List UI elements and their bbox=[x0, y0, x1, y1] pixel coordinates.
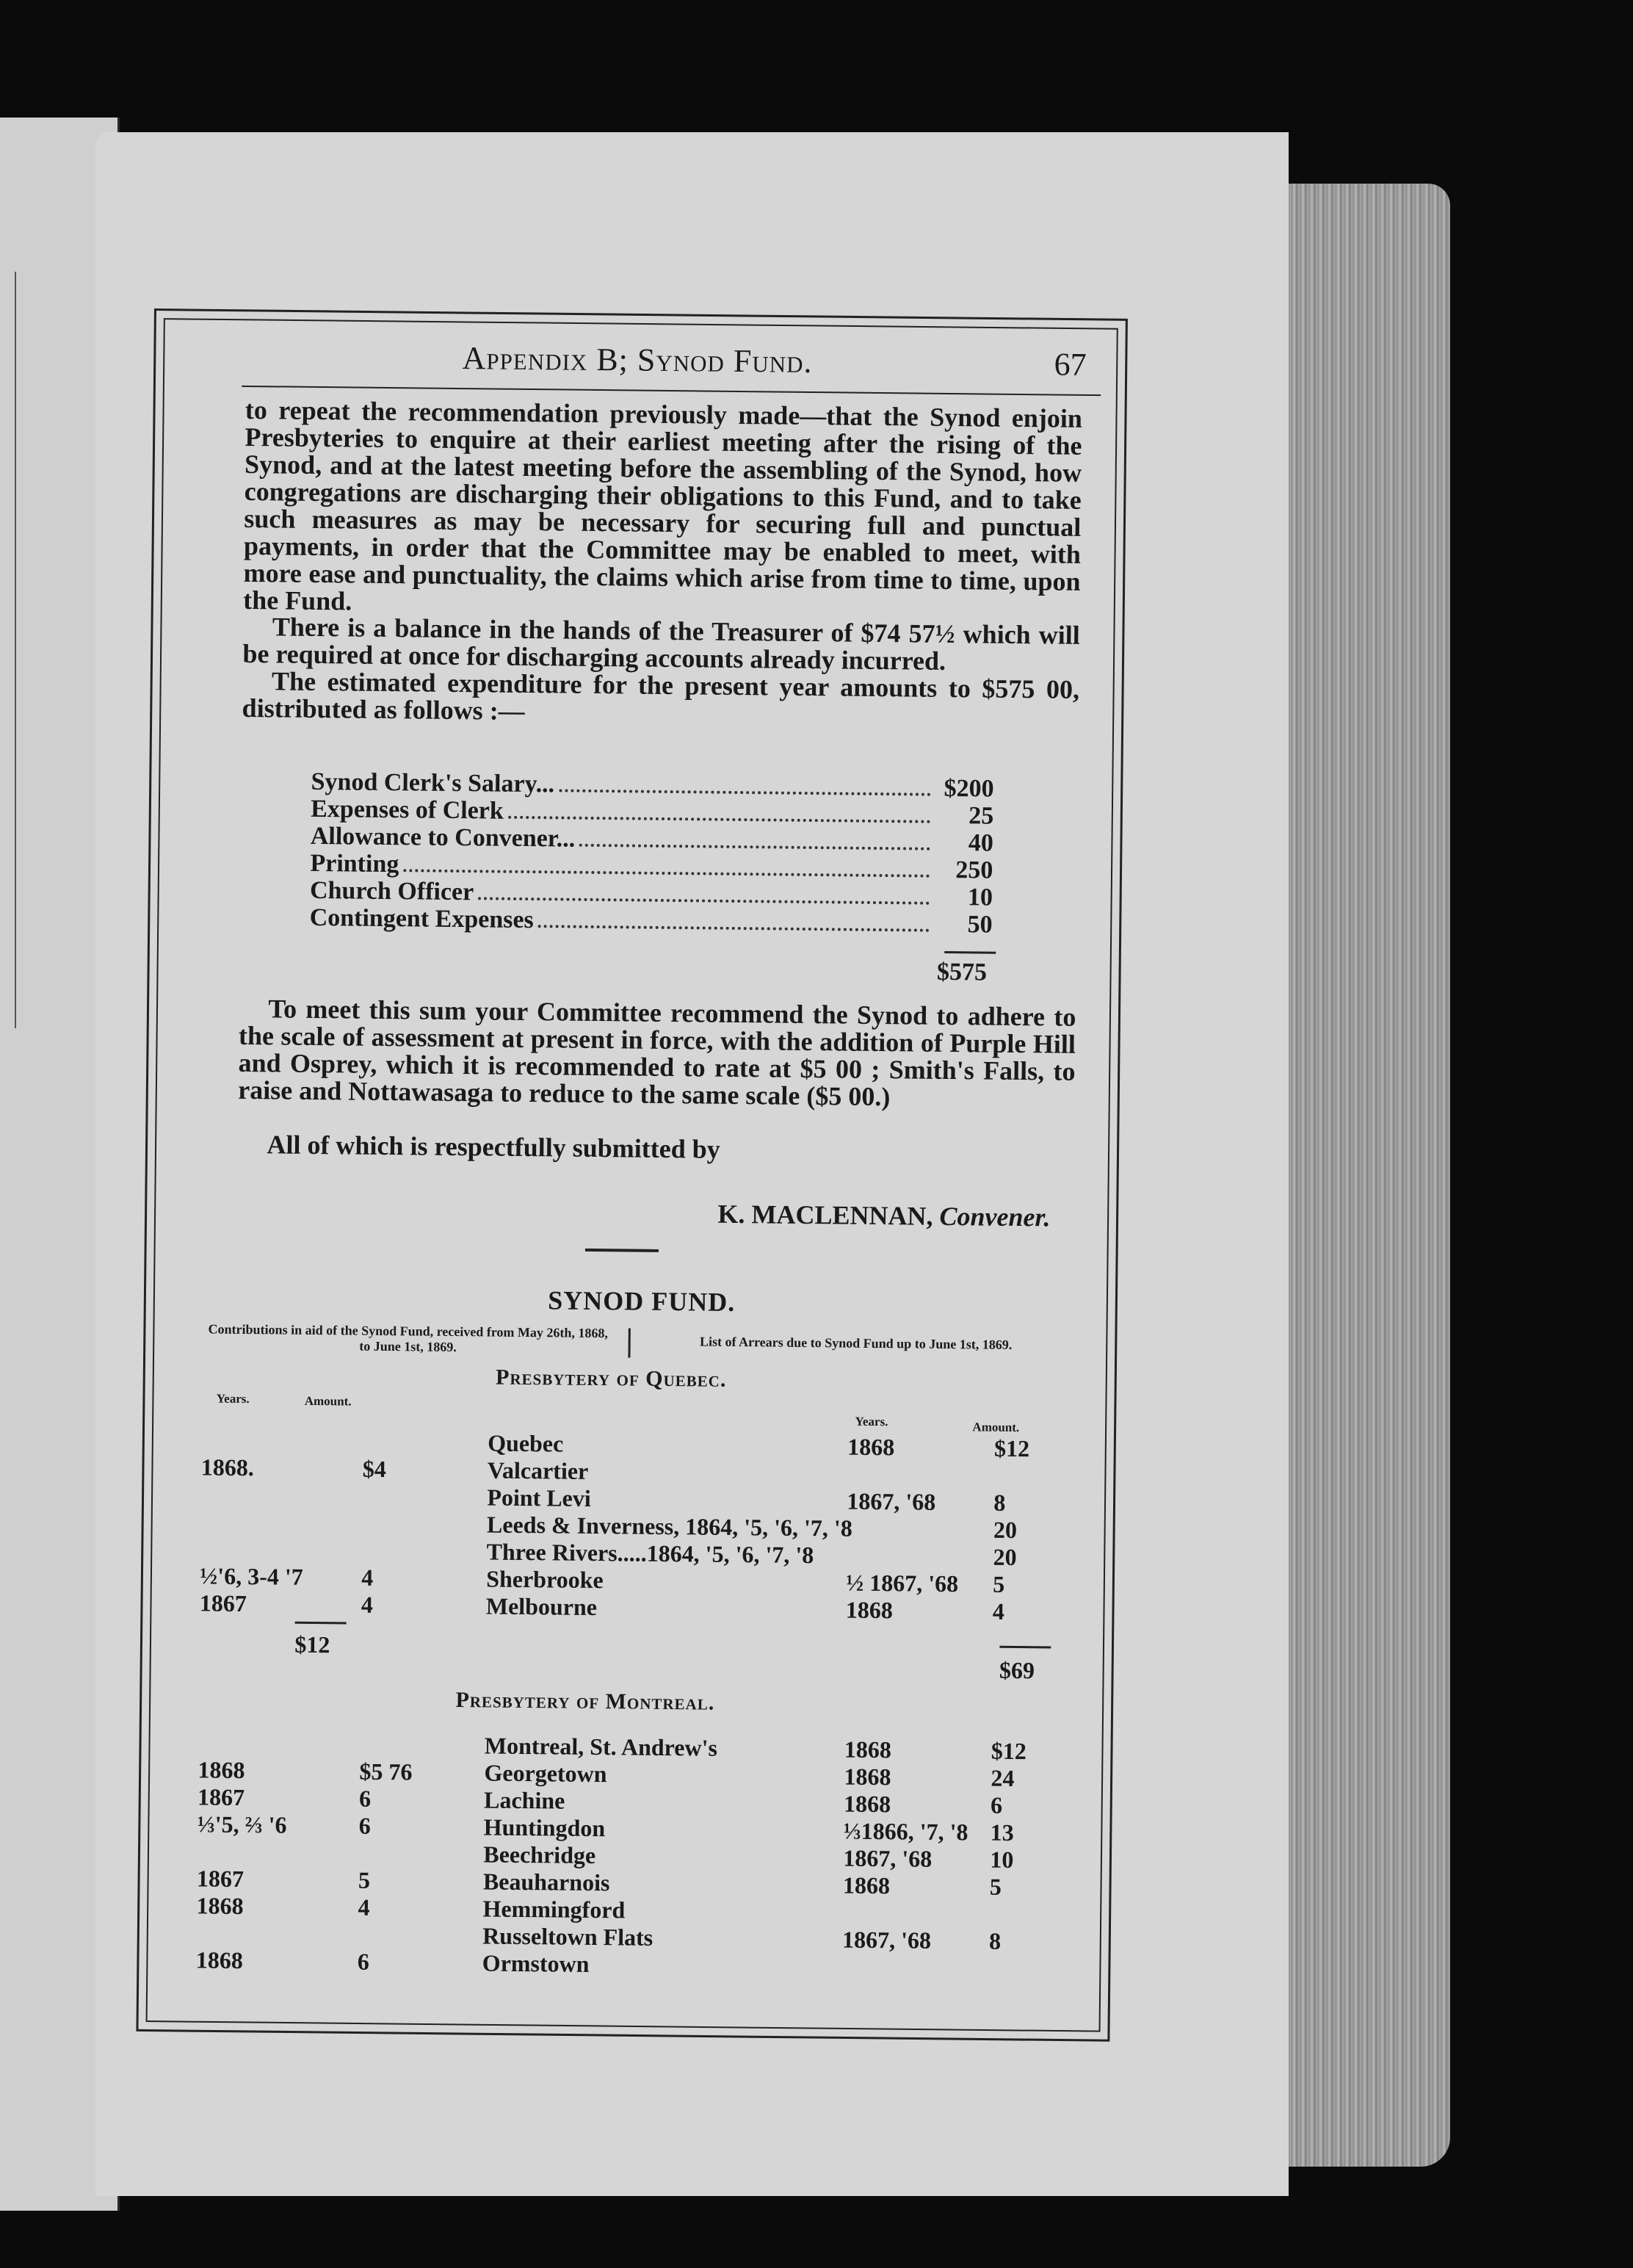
dot-leader bbox=[579, 844, 930, 850]
row-arrears-amount: 20 bbox=[993, 1516, 1018, 1544]
expenditure-amount: $200 bbox=[944, 774, 994, 803]
signature-role: Convener. bbox=[939, 1201, 1051, 1232]
row-arrears-years: 1868 bbox=[847, 1433, 895, 1461]
expenditure-amount: 250 bbox=[955, 856, 993, 884]
row-place: Valcartier bbox=[487, 1456, 589, 1484]
page-content bbox=[195, 334, 1094, 2032]
row-amount: 6 bbox=[358, 1785, 372, 1812]
row-arrears-years: 1868 bbox=[843, 1790, 891, 1818]
row-place: Russeltown Flats bbox=[482, 1922, 653, 1951]
expenditure-label: Allowance to Convener... bbox=[310, 822, 576, 853]
row-arrears-amount: 4 bbox=[992, 1597, 1005, 1625]
row-arrears-years: 1868 bbox=[842, 1871, 891, 1899]
row-place: Lachine bbox=[483, 1786, 565, 1814]
row-place: Georgetown bbox=[484, 1759, 607, 1788]
expenditure-label: Expenses of Clerk bbox=[311, 795, 504, 825]
row-amount: 4 bbox=[358, 1893, 370, 1921]
expenditure-list bbox=[309, 768, 993, 939]
row-arrears-amount: 8 bbox=[988, 1927, 1002, 1954]
dot-leader bbox=[403, 869, 930, 878]
synod-fund-heading: SYNOD FUND. bbox=[548, 1285, 736, 1317]
row-arrears-amount: 13 bbox=[990, 1819, 1014, 1846]
row-arrears-years: 1868 bbox=[844, 1763, 891, 1791]
row-amount: 5 bbox=[358, 1866, 371, 1893]
row-place: Leeds & Inverness, 1864, '5, '6, '7, '8 bbox=[486, 1511, 852, 1542]
row-year: 1867 bbox=[197, 1783, 245, 1811]
expenditure-label: Synod Clerk's Salary... bbox=[311, 768, 555, 798]
row-year: 1868 bbox=[196, 1892, 244, 1920]
row-arrears-years: ⅓1866, '7, '8 bbox=[843, 1817, 968, 1846]
row-year: 1867 bbox=[199, 1589, 247, 1617]
row-place: Ormstown bbox=[482, 1949, 590, 1977]
row-arrears-amount: 10 bbox=[990, 1846, 1014, 1874]
quebec-arrears-rule bbox=[999, 1646, 1051, 1649]
col-arrears-amount-label: Amount. bbox=[972, 1420, 1020, 1435]
paragraph-balance: There is a balance in the hands of the Treasurer of $74 57½ which will be required at once for discharging accounts already incurred. bbox=[242, 612, 1080, 676]
row-place: Montreal, St. Andrew's bbox=[484, 1732, 718, 1761]
row-arrears-amount: $12 bbox=[993, 1434, 1030, 1462]
row-arrears-amount: 6 bbox=[990, 1791, 1003, 1819]
left-page-border-line bbox=[0, 272, 16, 1028]
expenditure-amount: 25 bbox=[968, 802, 994, 830]
row-place: Three Rivers.....1864, '5, '6, '7, '8 bbox=[486, 1538, 814, 1569]
row-place: Sherbrooke bbox=[486, 1565, 604, 1594]
paragraph-submitted: All of which is respectfully submitted by bbox=[267, 1130, 720, 1164]
expenditure-total: $575 bbox=[936, 958, 988, 986]
dot-leader bbox=[478, 897, 930, 904]
caption-divider bbox=[628, 1328, 630, 1357]
paragraph-assessment: To meet this sum your Committee recommend the Synod to adhere to the scale of assessment at present in force, with the addition of Purple Hill and Osprey, which it is recommended to rate at $5 00 ; Smith's Falls, to raise and Nottawasaga to reduce to the same scale ($5 00.) bbox=[238, 994, 1076, 1112]
expenditure-amount: 40 bbox=[968, 829, 993, 857]
section-divider bbox=[585, 1249, 659, 1252]
row-arrears-years: 1868 bbox=[845, 1596, 894, 1624]
row-arrears-years: 1867, '68 bbox=[847, 1487, 936, 1515]
col-amount-label: Amount. bbox=[304, 1393, 352, 1409]
expenditure-amount: 50 bbox=[967, 911, 993, 939]
row-year: 1868 bbox=[195, 1946, 244, 1974]
head-rule bbox=[242, 386, 1101, 396]
row-year: 1868. bbox=[200, 1453, 255, 1481]
quebec-arrears-total: $69 bbox=[999, 1656, 1035, 1684]
row-amount: 4 bbox=[361, 1591, 374, 1618]
row-arrears-amount: 20 bbox=[993, 1543, 1017, 1571]
dot-leader bbox=[538, 925, 930, 932]
expenditure-amount: 10 bbox=[967, 884, 993, 911]
quebec-contrib-total: $12 bbox=[294, 1630, 330, 1658]
row-arrears-years: 1867, '68 bbox=[841, 1926, 932, 1954]
paragraph-expenditure: The estimated expenditure for the present year amounts to $575 00, distributed as follows :— bbox=[242, 666, 1080, 726]
quebec-table bbox=[200, 1426, 1046, 1625]
row-place: Quebec bbox=[488, 1429, 564, 1457]
row-arrears-amount: $12 bbox=[991, 1737, 1027, 1765]
expenditure-label: Contingent Expenses bbox=[309, 903, 534, 934]
sum-rule bbox=[944, 951, 996, 954]
row-year: 1868 bbox=[198, 1756, 245, 1784]
row-place: Huntingdon bbox=[483, 1813, 606, 1842]
row-year: 1867 bbox=[196, 1865, 245, 1893]
row-amount: 6 bbox=[358, 1812, 371, 1839]
page-number: 67 bbox=[1054, 346, 1087, 383]
presbytery-montreal-title: Presbytery of Montreal. bbox=[455, 1688, 715, 1715]
row-arrears-years: 1867, '68 bbox=[843, 1844, 933, 1872]
row-amount: 4 bbox=[361, 1564, 374, 1591]
row-place: Melbourne bbox=[485, 1592, 598, 1621]
dot-leader bbox=[508, 816, 930, 823]
expenditure-label: Printing bbox=[310, 849, 399, 878]
row-year: ½'6, 3-4 '7 bbox=[200, 1562, 303, 1590]
row-arrears-years: ½ 1867, '68 bbox=[846, 1569, 959, 1597]
paragraph-recommendation: to repeat the recommendation previously made—that the Synod enjoin Presbyteries to enquire at their earliest meeting after the rising of the Synod, and at the latest meeting before the assembling of the Synod, how congregations are discharging their obligations to this Fund, and to take such measures as may be necessary for securing full and punctual payments, in order that the Committee may be enabled to meet, with more ease and punctuality, the claims which arise from time to time, upon the Fund. bbox=[243, 394, 1083, 616]
row-amount: 6 bbox=[357, 1948, 369, 1975]
running-title: Appendix B; Synod Fund. bbox=[462, 340, 813, 380]
row-place: Beauharnois bbox=[482, 1868, 610, 1896]
presbytery-quebec-title: Presbytery of Quebec. bbox=[495, 1365, 727, 1392]
row-place: Hemmingford bbox=[482, 1895, 626, 1924]
arrears-caption: List of Arrears due to Synod Fund up to June 1st, 1869. bbox=[699, 1334, 1013, 1352]
row-arrears-years: 1868 bbox=[844, 1736, 892, 1763]
row-arrears-amount: 5 bbox=[989, 1873, 1002, 1900]
col-years-label: Years. bbox=[216, 1391, 250, 1406]
contributions-caption: Contributions in aid of the Synod Fund, received from May 26th, 1868, to June 1st, 1869. bbox=[208, 1321, 609, 1355]
montreal-table bbox=[196, 1729, 1043, 1982]
row-arrears-amount: 8 bbox=[993, 1489, 1006, 1516]
row-year: ⅓'5, ⅔ '6 bbox=[197, 1810, 287, 1838]
signature-name: K. MACLENNAN, bbox=[717, 1199, 933, 1231]
running-head bbox=[249, 334, 1094, 394]
quebec-contrib-rule bbox=[295, 1622, 347, 1625]
col-arrears-years-label: Years. bbox=[855, 1414, 888, 1429]
row-place: Beechridge bbox=[483, 1841, 596, 1869]
row-amount: $4 bbox=[362, 1455, 387, 1483]
expenditure-label: Church Officer bbox=[309, 876, 474, 906]
row-arrears-amount: 5 bbox=[993, 1570, 1005, 1597]
dot-leader bbox=[559, 789, 930, 795]
row-place: Point Levi bbox=[487, 1484, 591, 1512]
signature bbox=[717, 1199, 1050, 1233]
row-arrears-amount: 24 bbox=[991, 1764, 1015, 1792]
row-amount: $5 76 bbox=[359, 1758, 413, 1785]
